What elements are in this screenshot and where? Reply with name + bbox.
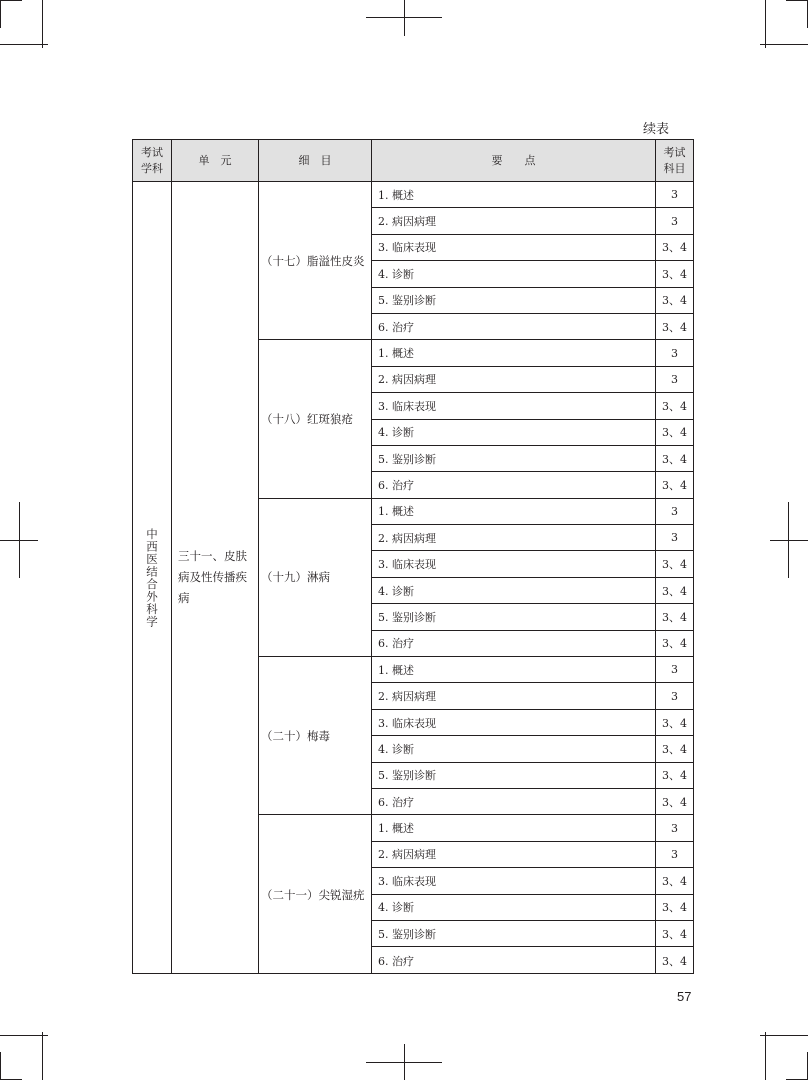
page-number: 57 xyxy=(677,989,692,1004)
exam-cell: 3、4 xyxy=(656,789,693,815)
exam-cell: 3 xyxy=(656,525,693,551)
point-cell: 4. 诊断 xyxy=(372,895,656,921)
point-cell: 1. 概述 xyxy=(372,182,656,208)
exam-cell: 3 xyxy=(656,683,693,709)
exam-cell: 3、4 xyxy=(656,446,693,472)
point-cell: 4. 诊断 xyxy=(372,736,656,762)
point-cell: 4. 诊断 xyxy=(372,420,656,446)
exam-cell: 3、4 xyxy=(656,710,693,736)
exam-cell: 3 xyxy=(656,182,693,208)
exam-cell: 3 xyxy=(656,657,693,683)
exam-cell: 3、4 xyxy=(656,261,693,287)
exam-cell: 3、4 xyxy=(656,314,693,340)
point-cell: 1. 概述 xyxy=(372,657,656,683)
point-cell: 3. 临床表现 xyxy=(372,868,656,894)
point-cell: 6. 治疗 xyxy=(372,631,656,657)
item-cell: （二十）梅毒 xyxy=(259,657,372,815)
exam-cell: 3 xyxy=(656,208,693,234)
exam-cell: 3 xyxy=(656,499,693,525)
exam-cell: 3、4 xyxy=(656,631,693,657)
point-cell: 6. 治疗 xyxy=(372,789,656,815)
point-cell: 5. 鉴别诊断 xyxy=(372,288,656,314)
header-points: 要 点 xyxy=(372,140,656,182)
point-cell: 2. 病因病理 xyxy=(372,842,656,868)
exam-cell: 3、4 xyxy=(656,578,693,604)
exam-cell: 3、4 xyxy=(656,472,693,498)
point-cell: 5. 鉴别诊断 xyxy=(372,446,656,472)
point-cell: 6. 治疗 xyxy=(372,314,656,340)
point-cell: 1. 概述 xyxy=(372,499,656,525)
point-cell: 2. 病因病理 xyxy=(372,683,656,709)
exam-cell: 3 xyxy=(656,340,693,366)
exam-cell: 3、4 xyxy=(656,551,693,577)
point-cell: 5. 鉴别诊断 xyxy=(372,763,656,789)
exam-cell: 3、4 xyxy=(656,895,693,921)
exam-cell: 3、4 xyxy=(656,763,693,789)
subject-cell: 中西医结合外科学 xyxy=(133,182,172,974)
item-cell: （十九）淋病 xyxy=(259,499,372,657)
point-cell: 1. 概述 xyxy=(372,815,656,841)
exam-cell: 3、4 xyxy=(656,420,693,446)
exam-cell: 3、4 xyxy=(656,235,693,261)
point-cell: 2. 病因病理 xyxy=(372,525,656,551)
header-exam: 考试 科目 xyxy=(656,140,693,182)
point-cell: 4. 诊断 xyxy=(372,578,656,604)
point-cell: 3. 临床表现 xyxy=(372,393,656,419)
exam-cell: 3、4 xyxy=(662,954,687,968)
point-cell: 1. 概述 xyxy=(372,340,656,366)
exam-cell: 3 xyxy=(656,815,693,841)
exam-cell: 3 xyxy=(656,367,693,393)
point-cell: 3. 临床表现 xyxy=(372,551,656,577)
item-cell: （二十一）尖锐湿疣 xyxy=(259,815,372,973)
point-cell: 3. 临床表现 xyxy=(372,710,656,736)
header-unit: 单 元 xyxy=(172,140,259,182)
exam-cell: 3、4 xyxy=(656,921,693,947)
point-cell: 4. 诊断 xyxy=(372,261,656,287)
point-cell: 5. 鉴别诊断 xyxy=(372,604,656,630)
exam-cell: 3、4 xyxy=(656,604,693,630)
continued-label: 续表 xyxy=(643,122,670,137)
exam-cell: 3、4 xyxy=(656,736,693,762)
point-cell: 6. 治疗 xyxy=(372,472,656,498)
point-cell: 2. 病因病理 xyxy=(372,367,656,393)
syllabus-table xyxy=(132,139,694,974)
point-cell: 2. 病因病理 xyxy=(372,208,656,234)
unit-cell: 三十一、皮肤病及性传播疾病 xyxy=(172,182,259,974)
header-subject: 考试 学科 xyxy=(133,140,172,182)
point-cell: 3. 临床表现 xyxy=(372,235,656,261)
exam-cell: 3、4 xyxy=(656,393,693,419)
header-item: 细 目 xyxy=(259,140,372,182)
point-cell: 5. 鉴别诊断 xyxy=(372,921,656,947)
exam-cell: 3 xyxy=(656,842,693,868)
item-cell: （十八）红斑狼疮 xyxy=(259,340,372,498)
point-cell: 6. 治疗 xyxy=(372,947,656,973)
exam-cell: 3、4 xyxy=(656,288,693,314)
exam-cell: 3、4 xyxy=(656,868,693,894)
item-cell: （十七）脂溢性皮炎 xyxy=(259,182,372,340)
